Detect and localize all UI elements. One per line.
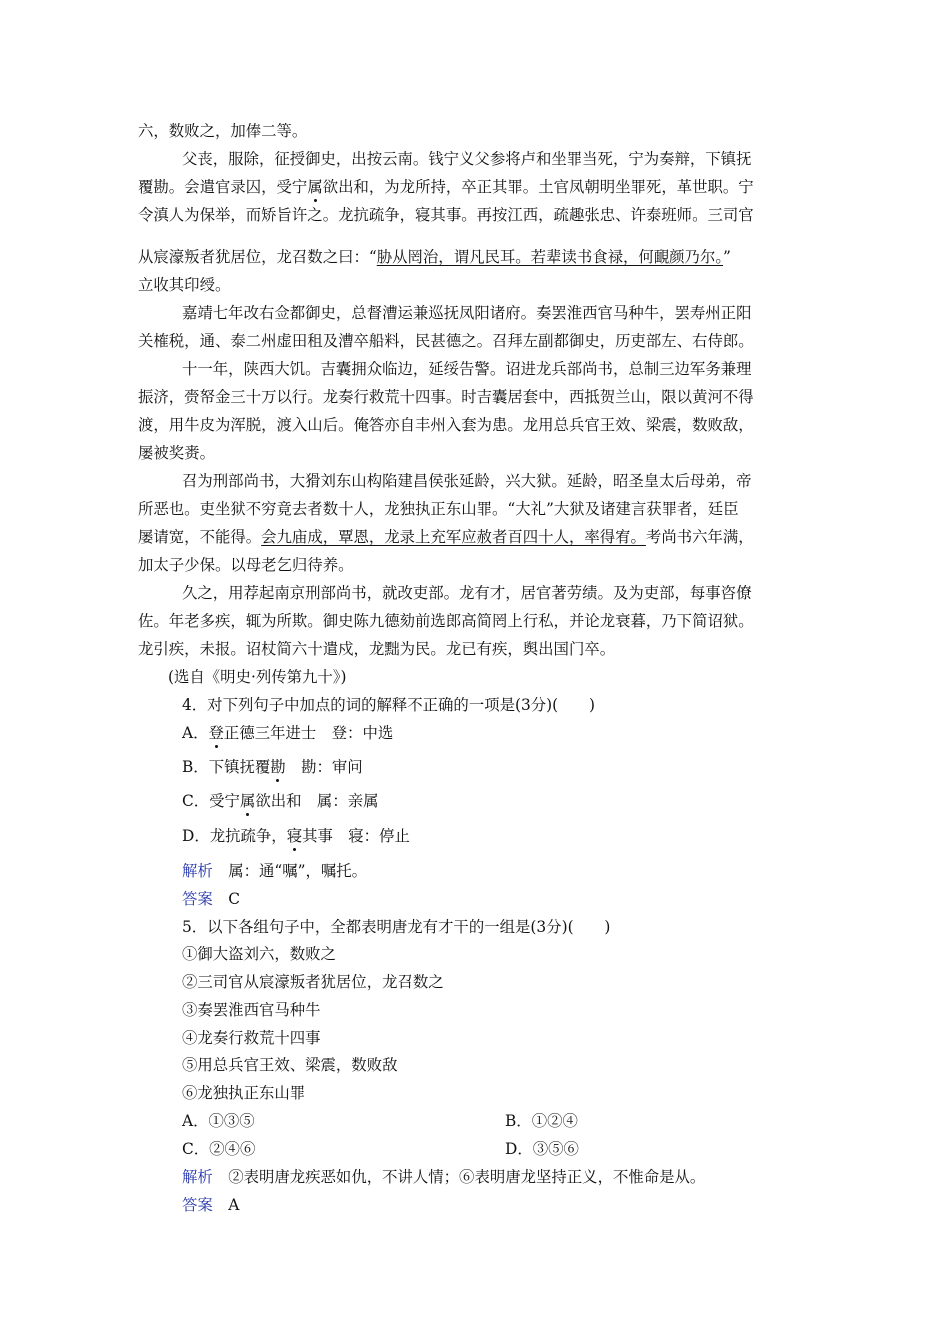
- q4-answer: 答案 C: [182, 890, 240, 908]
- answer-label: 答案: [182, 1196, 213, 1214]
- passage-line: 久之，用荐起南京刑部尚书，就改吏部。龙有才，居官著劳绩。及为吏部，每事咨僚: [182, 584, 752, 602]
- passage-line: 所恶也。吏坐狱不穷竟去者数十人，龙独执正东山罪。“大礼”大狱及诸建言获罪者，廷臣: [138, 500, 739, 518]
- q5-option-d: D．③⑤⑥: [505, 1140, 579, 1158]
- source-citation: (选自《明史·列传第九十》): [168, 668, 347, 686]
- passage-line: 令滇人为保举，而矫旨许之。龙抗疏争，寝其事。再按江西，疏趣张忠、许泰班师。三司官: [138, 206, 754, 224]
- passage-line: 十一年，陕西大饥。吉囊拥众临边，延绥告警。诏进龙兵部尚书，总制三边军务兼理: [182, 360, 752, 378]
- passage-line: 召为刑部尚书，大猾刘东山构陷建昌侯张延龄，兴大狱。延龄，昭圣皇太后母弟，帝: [182, 472, 752, 490]
- passage-line: 屡被奖赉。: [138, 444, 215, 462]
- dotted-word: 寝: [286, 827, 303, 845]
- q4-analysis: 解析 属：通“嘱”，嘱托。: [182, 862, 368, 880]
- passage-line: 佐。年老多疾，辄为所欺。御史陈九德劾前选郎高简罔上行私，并论龙衰暮，乃下简诏狱。: [138, 612, 754, 630]
- q5-item: ②三司官从宸濠叛者犹居位，龙召数之: [182, 973, 444, 991]
- dotted-word: 登: [208, 724, 224, 742]
- q5-option-c: C．②④⑥: [182, 1140, 256, 1158]
- analysis-label: 解析: [182, 1168, 213, 1186]
- q4-option-a: A．登正德三年进士 登：中选: [182, 724, 394, 742]
- underlined-sentence: 胁从罔治，谓凡民耳。若辈读书食禄，何靦颜乃尔。: [376, 248, 724, 266]
- q5-analysis: 解析 ②表明唐龙疾恶如仇，不讲人情；⑥表明唐龙坚持正义，不惟命是从。: [182, 1168, 706, 1186]
- passage-line: 立收其印绶。: [138, 276, 231, 294]
- passage-line: 覆勘。会遣官录囚，受宁属欲出和，为龙所持，卒正其罪。土官凤朝明坐罪死，革世职。宁: [138, 178, 754, 196]
- dotted-word: 属: [307, 178, 323, 196]
- passage-line: 振济，赍帑金三十万以行。龙奏行救荒十四事。时吉囊居套中，西抵贺兰山，限以黄河不得: [138, 388, 754, 406]
- analysis-label: 解析: [182, 862, 213, 880]
- q5-options-row: [182, 1138, 862, 1160]
- dotted-word: 勘: [270, 758, 286, 776]
- passage-line: 六，数败之，加俸二等。: [138, 122, 308, 140]
- q5-option-b: B．①②④: [505, 1112, 578, 1130]
- q5-item: ③奏罢淮西官马种牛: [182, 1001, 321, 1019]
- q5-options-row: [182, 1110, 862, 1132]
- q5-item: ⑥龙独执正东山罪: [182, 1084, 306, 1102]
- q5-item: ⑤用总兵官王效、梁震，数败敌: [182, 1056, 398, 1074]
- q5-item: ①御大盗刘六，数败之: [182, 945, 336, 963]
- q4-option-d: D．龙抗疏争，寝其事 寝：停止: [182, 827, 410, 845]
- answer-label: 答案: [182, 890, 213, 908]
- passage-line: 嘉靖七年改右佥都御史，总督漕运兼巡抚凤阳诸府。奏罢淮西官马种牛，罢寿州正阳: [182, 304, 752, 322]
- passage-line: 龙引疾，未报。诏杖简六十遣戍，龙黜为民。龙已有疾，舆出国门卒。: [138, 640, 616, 658]
- question-5-stem: 5．以下各组句子中，全都表明唐龙有才干的一组是(3分)( ): [182, 918, 611, 936]
- underlined-sentence: 会九庙成，覃恩，龙录上充军应赦者百四十人，率得宥。: [261, 528, 646, 546]
- dotted-word: 属: [239, 792, 256, 810]
- passage-line: 屡请宽，不能得。会九庙成，覃恩，龙录上充军应赦者百四十人，率得宥。考尚书六年满，: [138, 528, 754, 546]
- question-4-stem: 4．对下列句子中加点的词的解释不正确的一项是(3分)( ): [182, 696, 595, 714]
- q5-option-a: A．①③⑤: [182, 1112, 255, 1130]
- q4-option-b: B．下镇抚覆勘 勘：审问: [182, 758, 363, 776]
- passage-line: 从宸濠叛者犹居位，龙召数之曰：“胁从罔治，谓凡民耳。若辈读书食禄，何靦颜乃尔。”: [138, 248, 731, 266]
- passage-line: 父丧，服除，征授御史，出按云南。钱宁义父参将卢和坐罪当死，宁为奏辩，下镇抚: [182, 150, 752, 168]
- passage-line: 渡，用牛皮为浑脱，渡入山后。俺答亦自丰州入套为患。龙用总兵官王效、梁震，数败敌，: [138, 416, 754, 434]
- q5-answer: 答案 A: [182, 1196, 240, 1214]
- passage-line: 加太子少保。以母老乞归待养。: [138, 556, 354, 574]
- q5-item: ④龙奏行救荒十四事: [182, 1029, 321, 1047]
- q4-option-c: C．受宁属欲出和 属：亲属: [182, 792, 379, 810]
- passage-line: 关榷税，通、泰二州虚田租及漕卒船料，民甚德之。召拜左副都御史，历吏部左、右侍郎。: [138, 332, 754, 350]
